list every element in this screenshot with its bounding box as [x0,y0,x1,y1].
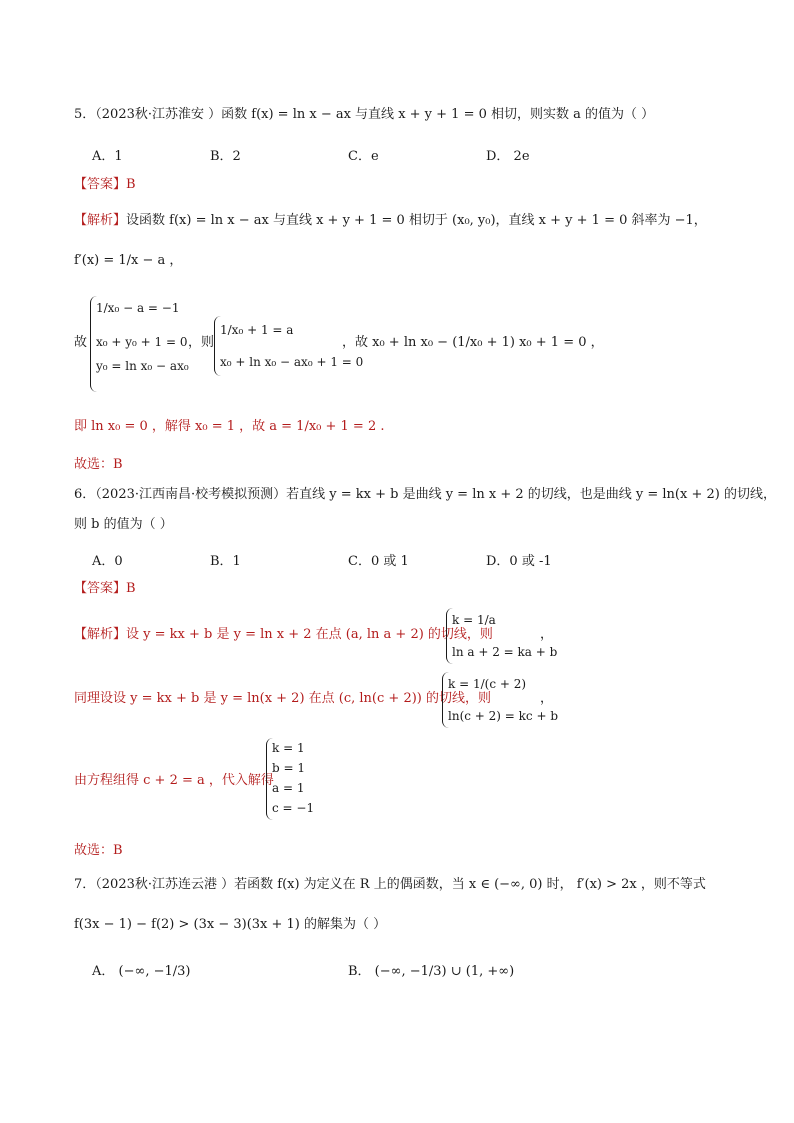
q6-answer: 【答案】B [74,581,136,596]
q5-analysis-line1 [74,212,707,230]
q5-sys1-eq2: x₀ + y₀ + 1 = 0 [96,335,188,349]
q6-sys3-eq3: a = 1 [272,781,305,795]
q6-option-b: B．1 [210,554,241,569]
q7-option-b: B． (−∞, −1/3) ∪ (1, +∞) [348,964,515,979]
q6-sys3-eq2: b = 1 [272,761,305,775]
q6-analysis-line2: 同理设设 y = kx + b 是 y = ln(x + 2) 在点 (c, ln(c + 2)) 的切线，则 [74,691,491,706]
q5-sys2-prefix: ，则 [188,335,215,350]
q6-option-c: C．0 或 1 [348,554,409,569]
q6-sys2-comma: ， [540,691,554,706]
q6-option-a: A．0 [92,554,123,569]
q5-sys1-prefix: 故 [74,335,88,350]
q5-analysis-text: 设函数 f(x) = ln x − ax 与直线 x + y + 1 = 0 相切于 (x₀, y₀)，直线 x + y + 1 = 0 斜率为 −1， [126,213,707,228]
q5-result: 即 ln x₀ = 0 ，解得 x₀ = 1 ，故 a = 1/x₀ + 1 = 2 . [74,419,385,434]
q7-option-a: A． (−∞, −1/3) [92,964,191,979]
q6-analysis-text: 设 y = kx + b 是 y = ln x + 2 在点 (a, ln a + 2) 的切线，则 [126,627,493,642]
q5-option-d: D． 2e [486,149,530,164]
q6-sys2-eq1: k = 1/(c + 2) [448,677,527,691]
q5-sys1-eq3: y₀ = ln x₀ − ax₀ [96,359,189,373]
q5-sys1-eq1: 1/x₀ − a = −1 [96,301,180,315]
q5-option-a: A．1 [92,149,123,164]
q6-analysis-line3: 由方程组得 c + 2 = a ，代入解得 [74,773,274,788]
q7-stem-line2: f(3x − 1) − f(2) > (3x − 3)(3x + 1) 的解集为（ ） [74,917,387,932]
q6-option-d: D．0 或 -1 [486,554,552,569]
q6-sys1-eq2: ln a + 2 = ka + b [452,645,558,659]
q6-sys3-eq4: c = −1 [272,801,315,815]
q5-sys2-suffix: ，故 x₀ + ln x₀ − (1/x₀ + 1) x₀ + 1 = 0 ， [342,335,604,350]
q6-analysis-tag: 【解析】 [74,627,127,642]
q6-sys3-eq1: k = 1 [272,741,305,755]
q6-stem-line2: 则 b 的值为（ ） [74,517,173,532]
q5-analysis-tag: 【解析】 [74,213,127,228]
q6-choose: 故选：B [74,843,123,858]
q6-sys1-comma: ， [540,627,554,642]
q5-sys2-eq2: x₀ + ln x₀ − ax₀ + 1 = 0 [220,355,364,369]
q5-option-c: C．e [348,149,379,164]
q6-stem-line1: 6．（2023·江西南昌·校考模拟预测）若直线 y = kx + b 是曲线 y = ln x + 2 的切线，也是曲线 y = ln(x + 2) 的切线， [74,487,776,502]
q5-derivative: f′(x) = 1/x − a ， [74,253,183,268]
q7-stem-line1: 7．（2023秋·江苏连云港 ）若函数 f(x) 为定义在 R 上的偶函数，当 x ∈ (−∞, 0) 时， f′(x) > 2x ，则不等式 [74,877,706,892]
q6-analysis-line1 [74,626,493,644]
q5-option-b: B．2 [210,149,241,164]
q5-stem: 5．（2023秋·江苏淮安 ）函数 f(x) = ln x − ax 与直线 x + y + 1 = 0 相切，则实数 a 的值为（ ） [74,107,655,122]
q6-sys2-eq2: ln(c + 2) = kc + b [448,709,559,723]
q5-answer: 【答案】B [74,177,136,192]
q5-sys2-eq1: 1/x₀ + 1 = a [220,323,294,337]
q6-sys1-eq1: k = 1/a [452,613,496,627]
q5-choose: 故选：B [74,457,123,472]
